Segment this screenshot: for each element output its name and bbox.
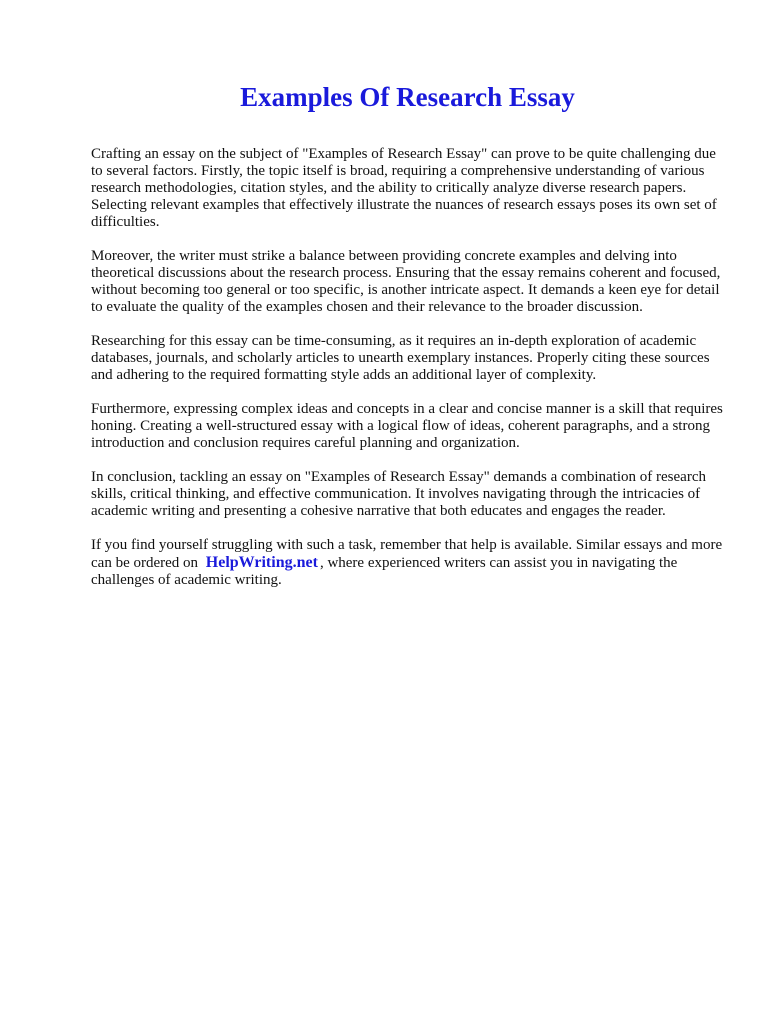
closing-paragraph (91, 537, 723, 589)
document-body (91, 146, 723, 606)
closing-text-before-link: If you find yourself struggling with such a task, remember that help is available. Similar essays and more can be ordered on (91, 537, 723, 571)
paragraph-4: Furthermore, expressing complex ideas and concepts in a clear and concise manner is a skill that requires honing. Creating a well-structured essay with a logical flow of ideas, coherent paragraphs, and a strong introduction and conclusion requires careful planning and organization. (91, 401, 723, 451)
paragraph-2: Moreover, the writer must strike a balance between providing concrete examples and delving into theoretical discussions about the research process. Ensuring that the essay remains coherent and focused, without becoming too general or too specific, is another intricate aspect. It demands a keen eye for detail to evaluate the quality of the examples chosen and their relevance to the broader discussion. (91, 248, 721, 315)
document-title: Examples Of Research Essay (240, 82, 575, 112)
paragraph-5: In conclusion, tackling an essay on "Examples of Research Essay" demands a combination of research skills, critical thinking, and effective communication. It involves navigating through the intricacies of academic writing and presenting a cohesive narrative that both educates and engages the reader. (91, 469, 706, 519)
paragraph-1: Crafting an essay on the subject of "Examples of Research Essay" can prove to be quite challenging due to several factors. Firstly, the topic itself is broad, requiring a comprehensive understanding of various research methodologies, citation styles, and the ability to critically analyze diverse research papers. Selecting relevant examples that effectively illustrate the nuances of research essays poses its own set of difficulties. (91, 146, 717, 230)
helpwriting-link[interactable]: HelpWriting.net (205, 554, 318, 571)
paragraph-3: Researching for this essay can be time-consuming, as it requires an in-depth exploration of academic databases, journals, and scholarly articles to unearth exemplary instances. Properly citing these sources and adhering to the required formatting style adds an additional layer of complexity. (91, 333, 710, 383)
closing-text-after-link: , where experienced writers can assist you in navigating the challenges of academic writing. (91, 555, 678, 588)
